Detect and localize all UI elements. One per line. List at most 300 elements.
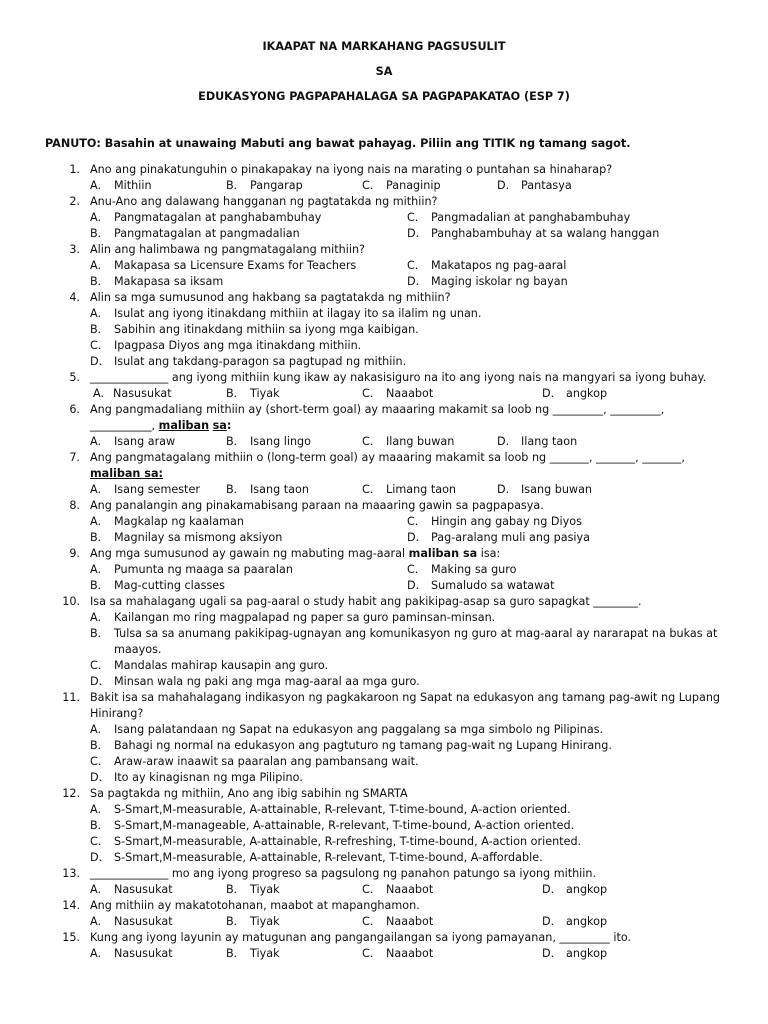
option — [226, 434, 311, 450]
options-row — [0, 178, 768, 194]
option — [90, 882, 173, 898]
option-text: Tiyak — [250, 883, 280, 896]
question-continuation — [0, 706, 768, 722]
option-letter: D. — [407, 579, 420, 592]
options-row — [0, 562, 768, 578]
except-colon: : — [226, 419, 232, 432]
options-row — [0, 210, 768, 226]
option-text: Minsan wala ng paki ang mga mag-aaral aa mga guro. — [114, 675, 420, 688]
question-list — [0, 162, 768, 962]
question-continuation-text — [90, 418, 231, 434]
option — [407, 562, 516, 578]
question-item — [0, 546, 768, 594]
question-continuation-text — [90, 466, 163, 482]
options-row — [0, 274, 768, 290]
option-text: Kailangan mo ring magpalapad ng paper sa guro paminsan-minsan. — [114, 611, 496, 624]
option-text: Pangmatagalan at pangmadalian — [114, 227, 300, 240]
option-letter: B. — [90, 531, 102, 544]
option-letter: A. — [90, 435, 102, 448]
option-text: maayos. — [114, 643, 162, 656]
question-line — [0, 162, 768, 178]
option-text: Sumaludo sa watawat — [431, 579, 555, 592]
option-text: Maging iskolar ng bayan — [431, 275, 568, 288]
option — [90, 562, 293, 578]
exam-title: IKAAPAT NA MARKAHANG PAGSUSULIT — [262, 40, 506, 53]
option-text: Isang taon — [250, 483, 309, 496]
except-label: maliban sa: — [90, 467, 163, 480]
options-row — [0, 226, 768, 242]
option-text: Isang lingo — [250, 435, 311, 448]
question-text — [90, 546, 500, 562]
option — [542, 882, 607, 898]
question-text — [90, 866, 596, 882]
question-item — [0, 594, 768, 690]
option — [407, 514, 582, 530]
options-row — [0, 642, 768, 658]
option-text: Nasusukat — [114, 947, 173, 960]
option — [362, 946, 433, 962]
question-text — [90, 594, 642, 610]
option-letter: B. — [90, 627, 102, 640]
question-line — [0, 450, 768, 466]
except-label-tail: sa — [212, 419, 227, 432]
option-letter: D. — [497, 483, 510, 496]
question-number: 7. — [69, 451, 80, 464]
question-line — [0, 370, 768, 386]
question-continuation — [0, 418, 768, 434]
option-text: Magkalap ng kaalaman — [114, 515, 244, 528]
option-text: S-Smart,M-measurable, A-attainable, R-relevant, T-time-bound, A-affordable. — [114, 851, 543, 864]
options-row — [0, 914, 768, 930]
answer-blank: ______________ — [90, 371, 169, 384]
question-stem: Kung ang iyong layunin ay matugunan ang pangangailangan sa iyong pamayanan, _________ ito. — [90, 931, 632, 944]
question-number: 12. — [62, 787, 80, 800]
option-letter: C. — [362, 179, 374, 192]
option — [226, 386, 280, 402]
option-letter: A. — [90, 259, 102, 272]
option-letter: A. — [90, 515, 102, 528]
option — [90, 610, 495, 626]
option — [362, 178, 441, 194]
option — [407, 226, 659, 242]
except-label: maliban — [158, 419, 210, 432]
option-text: Araw-araw inaawit sa paaralan ang pambansang wait. — [114, 755, 419, 768]
option — [226, 178, 303, 194]
option-text: angkop — [566, 947, 608, 960]
question-continuation — [0, 466, 768, 482]
options-row — [0, 850, 768, 866]
option — [90, 210, 321, 226]
option-text: Isang buwan — [521, 483, 593, 496]
options-row — [0, 722, 768, 738]
option-letter: B. — [226, 915, 238, 928]
option-letter: C. — [407, 259, 419, 272]
options-row — [0, 818, 768, 834]
question-stem: Ang panalangin ang pinakamabisang paraan na maaaring gawin sa pagpapasya. — [90, 499, 544, 512]
option — [407, 578, 555, 594]
question-item — [0, 402, 768, 450]
option-letter: B. — [226, 483, 238, 496]
question-item — [0, 450, 768, 498]
answer-blank: ___________ — [90, 419, 152, 432]
options-row — [0, 530, 768, 546]
option — [226, 914, 280, 930]
option-letter: B. — [90, 739, 102, 752]
option-letter: C. — [362, 387, 374, 400]
question-stem: ang iyong mithiin kung ikaw ay nakasisiguro na ito ang iyong nais na mangyari sa iyong buhay. — [168, 371, 707, 384]
option-text: Pantasya — [521, 179, 572, 192]
option-text: Tiyak — [250, 947, 280, 960]
question-stem: Ano ang pinakatunguhin o pinakapakay na iyong nais na marating o puntahan sa hinaharap? — [90, 163, 613, 176]
option-text: Mithiin — [114, 179, 152, 192]
option — [407, 258, 566, 274]
question-item — [0, 866, 768, 898]
options-row — [0, 610, 768, 626]
option — [90, 258, 356, 274]
options-row — [0, 322, 768, 338]
option-text: Making sa guro — [431, 563, 517, 576]
question-item — [0, 690, 768, 786]
question-number: 4. — [69, 291, 80, 304]
option-text: Nasusukat — [113, 387, 172, 400]
option — [90, 354, 406, 370]
option — [90, 626, 717, 642]
options-row — [0, 658, 768, 674]
options-row — [0, 482, 768, 498]
option-text: Pumunta ng maaga sa paaralan — [114, 563, 293, 576]
option-text: Hingin ang gabay ng Diyos — [431, 515, 582, 528]
option — [90, 738, 612, 754]
option-letter: A. — [90, 211, 102, 224]
question-item — [0, 898, 768, 930]
options-row — [0, 306, 768, 322]
option-letter: A. — [90, 723, 102, 736]
option-letter: B. — [226, 435, 238, 448]
question-text — [90, 498, 544, 514]
option-letter: B. — [226, 387, 238, 400]
question-item — [0, 498, 768, 546]
question-text — [90, 290, 451, 306]
option-text: Tiyak — [250, 387, 280, 400]
option — [90, 754, 419, 770]
option — [90, 770, 303, 786]
question-continuation-text — [90, 706, 143, 722]
option-text: Bahagi ng normal na edukasyon ang pagtuturo ng tamang pag-wait ng Lupang Hinirang. — [114, 739, 612, 752]
option — [90, 578, 225, 594]
question-number: 8. — [69, 499, 80, 512]
option — [90, 482, 200, 498]
question-line — [0, 594, 768, 610]
question-text — [90, 242, 365, 258]
option — [226, 946, 280, 962]
question-emphasis: maliban sa — [408, 547, 478, 560]
option-text: angkop — [566, 883, 608, 896]
option-letter: B. — [226, 883, 238, 896]
question-line — [0, 690, 768, 706]
question-number: 1. — [69, 163, 80, 176]
exam-title-connector: SA — [375, 65, 393, 78]
question-text — [90, 402, 664, 418]
option — [362, 434, 454, 450]
question-line — [0, 242, 768, 258]
option-text: Sabihin ang itinakdang mithiin sa iyong mga kaibigan. — [114, 323, 419, 336]
option-text: Pangarap — [250, 179, 303, 192]
option-text: S-Smart,M-measurable, A-attainable, R-refreshing, T-time-bound, A-action oriented. — [114, 835, 582, 848]
question-line — [0, 402, 768, 418]
option-letter: B. — [90, 227, 102, 240]
option — [497, 178, 572, 194]
option — [93, 386, 172, 402]
option-text: Naaabot — [386, 947, 434, 960]
option-letter: A. — [90, 947, 102, 960]
option — [362, 482, 456, 498]
option-letter: C. — [362, 435, 374, 448]
continuation-text: Hinirang? — [90, 707, 144, 720]
option-letter: D. — [407, 531, 420, 544]
option — [90, 914, 173, 930]
question-number: 5. — [69, 371, 80, 384]
option — [90, 274, 223, 290]
question-stem: Ang mga sumusunod ay gawain ng mabuting mag-aaral — [90, 547, 409, 560]
option-letter: D. — [407, 275, 420, 288]
option — [90, 946, 173, 962]
option-text: S-Smart,M-measurable, A-attainable, R-relevant, T-time-bound, A-action oriented. — [114, 803, 571, 816]
option-text: Tiyak — [250, 915, 280, 928]
option — [407, 530, 590, 546]
question-stem: Ang mithiin ay makatotohanan, maabot at mapanghamon. — [90, 899, 420, 912]
option-text: Limang taon — [386, 483, 457, 496]
option-text: Magnilay sa mismong aksiyon — [114, 531, 283, 544]
option-letter: A. — [90, 483, 102, 496]
option — [90, 642, 161, 658]
question-text — [90, 786, 408, 802]
option — [226, 482, 309, 498]
option — [362, 882, 433, 898]
option-letter: C. — [362, 915, 374, 928]
question-stem: Ang pangmadaliang mithiin ay (short-term goal) ay maaaring makamit sa loob ng _________, _________, — [90, 403, 665, 416]
option-letter: C. — [90, 659, 102, 672]
option-text: Naaabot — [386, 883, 434, 896]
option-letter: B. — [226, 179, 238, 192]
question-stem: Isa sa mahalagang ugali sa pag-aaral o study habit ang pakikipag-asap sa guro sapagkat ________. — [90, 595, 642, 608]
question-text — [90, 690, 720, 706]
question-number: 15. — [62, 931, 80, 944]
option-text: Mandalas mahirap kausapin ang guro. — [114, 659, 329, 672]
option — [90, 178, 152, 194]
option-letter: D. — [542, 883, 555, 896]
option-text: Nasusukat — [114, 915, 173, 928]
question-number: 14. — [62, 899, 80, 912]
option-letter: C. — [362, 483, 374, 496]
question-number: 3. — [69, 243, 80, 256]
option-letter: D. — [90, 355, 103, 368]
question-line — [0, 290, 768, 306]
option — [90, 530, 282, 546]
options-row — [0, 434, 768, 450]
options-row — [0, 802, 768, 818]
options-row — [0, 946, 768, 962]
options-row — [0, 834, 768, 850]
option — [362, 386, 433, 402]
options-row — [0, 674, 768, 690]
question-text — [90, 450, 685, 466]
option — [362, 914, 433, 930]
option-text: Pag-aralang muli ang pasiya — [431, 531, 590, 544]
option-text: Makapasa sa iksam — [114, 275, 224, 288]
question-stem: Sa pagtakda ng mithiin, Ano ang ibig sabihin ng SMARTA — [90, 787, 408, 800]
option-text: Panaginip — [386, 179, 441, 192]
option-letter: B. — [226, 947, 238, 960]
option-text: Tulsa sa sa anumang pakikipag-ugnayan ang komunikasyon ng guro at mag-aaral ay nararapat na bukas at — [114, 627, 718, 640]
options-row — [0, 770, 768, 786]
option-text: Isang semester — [114, 483, 200, 496]
option-letter: C. — [362, 947, 374, 960]
option-letter: C. — [407, 563, 419, 576]
option — [407, 274, 568, 290]
option-letter: A. — [90, 563, 102, 576]
question-line — [0, 898, 768, 914]
option-letter: D. — [542, 915, 555, 928]
options-row — [0, 754, 768, 770]
option — [90, 322, 419, 338]
option — [542, 946, 607, 962]
question-item — [0, 290, 768, 370]
option-letter: B. — [90, 579, 102, 592]
option-text: Pangmadalian at panghabambuhay — [431, 211, 631, 224]
options-row — [0, 258, 768, 274]
question-item — [0, 370, 768, 402]
question-stem: Alin ang halimbawa ng pangmatagalang mithiin? — [90, 243, 365, 256]
option-letter: A. — [93, 387, 105, 400]
option-letter: B. — [90, 819, 102, 832]
option-text: Isulat ang iyong itinakdang mithiin at ilagay ito sa ilalim ng unan. — [114, 307, 482, 320]
question-text — [90, 194, 438, 210]
option-text: Naaabot — [386, 915, 434, 928]
question-line — [0, 786, 768, 802]
question-stem: mo ang iyong progreso sa pagsulong ng panahon patungo sa iyong mithiin. — [168, 867, 597, 880]
question-line — [0, 546, 768, 562]
question-text — [90, 930, 631, 946]
option-letter: C. — [90, 755, 102, 768]
question-number: 13. — [62, 867, 80, 880]
option — [90, 818, 574, 834]
option-letter: D. — [90, 771, 103, 784]
options-row — [0, 386, 768, 402]
option — [497, 482, 592, 498]
option-letter: D. — [497, 179, 510, 192]
option-text: Nasusukat — [114, 883, 173, 896]
option-letter: A. — [90, 883, 102, 896]
options-row — [0, 514, 768, 530]
exam-subject: EDUKASYONG PAGPAPAHALAGA SA PAGPAPAKATAO (ESP 7) — [198, 90, 570, 103]
instructions: PANUTO: Basahin at unawaing Mabuti ang bawat pahayag. Piliin ang TITIK ng tamang sagot. — [45, 137, 631, 150]
option-text: Makatapos ng pag-aaral — [431, 259, 567, 272]
option — [542, 386, 607, 402]
option-text: angkop — [566, 915, 608, 928]
option-text: Ito ay kinagisnan ng mga Pilipino. — [114, 771, 303, 784]
question-stem: Bakit isa sa mahahalagang indikasyon ng pagkakaroon ng Sapat na edukasyon ang tamang pag-awit ng Lupang — [90, 691, 721, 704]
option-text: Makapasa sa Licensure Exams for Teachers — [114, 259, 357, 272]
option-letter: A. — [90, 611, 102, 624]
option-letter: C. — [407, 515, 419, 528]
option-text: Ipagpasa Diyos ang mga itinakdang mithiin. — [114, 339, 362, 352]
option-text: Panghabambuhay at sa walang hanggan — [431, 227, 660, 240]
option-text: Mag-cutting classes — [114, 579, 226, 592]
question-number: 6. — [69, 403, 80, 416]
option-letter: D. — [542, 947, 555, 960]
option-letter: A. — [90, 307, 102, 320]
option-letter: D. — [407, 227, 420, 240]
separator: , — [151, 419, 159, 432]
question-item — [0, 194, 768, 242]
question-line — [0, 194, 768, 210]
question-item — [0, 786, 768, 866]
options-row — [0, 882, 768, 898]
question-stem-end: isa: — [477, 547, 501, 560]
options-row — [0, 738, 768, 754]
option-letter: B. — [90, 275, 102, 288]
option-letter: A. — [90, 803, 102, 816]
option-text: Isulat ang takdang-paragon sa pagtupad ng mithiin. — [114, 355, 407, 368]
question-text — [90, 370, 706, 386]
question-stem: Ang pangmatagalang mithiin o (long-term goal) ay maaaring makamit sa loob ng _______, _______, _______, — [90, 451, 685, 464]
question-line — [0, 498, 768, 514]
question-text — [90, 162, 612, 178]
question-item — [0, 162, 768, 194]
question-number: 10. — [62, 595, 80, 608]
option — [497, 434, 577, 450]
option — [90, 658, 328, 674]
option-text: Isang araw — [114, 435, 176, 448]
answer-blank: ______________ — [90, 867, 169, 880]
option-letter: D. — [542, 387, 555, 400]
option — [90, 434, 175, 450]
option — [407, 210, 630, 226]
option-letter: D. — [90, 851, 103, 864]
option — [90, 802, 571, 818]
option-text: Ilang buwan — [386, 435, 455, 448]
options-row — [0, 578, 768, 594]
question-item — [0, 242, 768, 290]
option — [90, 834, 581, 850]
options-row — [0, 338, 768, 354]
option-text: Naaabot — [386, 387, 434, 400]
question-stem: Anu-Ano ang dalawang hangganan ng pagtatakda ng mithiin? — [90, 195, 438, 208]
option — [226, 882, 280, 898]
option — [90, 514, 244, 530]
option — [542, 914, 607, 930]
option-letter: A. — [90, 179, 102, 192]
option-text: Pangmatagalan at panghabambuhay — [114, 211, 322, 224]
options-row — [0, 354, 768, 370]
option — [90, 338, 361, 354]
question-line — [0, 866, 768, 882]
question-item — [0, 930, 768, 962]
option — [90, 722, 603, 738]
question-number: 9. — [69, 547, 80, 560]
option-letter: D. — [497, 435, 510, 448]
question-line — [0, 930, 768, 946]
option — [90, 226, 300, 242]
option-letter: D. — [90, 675, 103, 688]
option — [90, 674, 420, 690]
option-letter: C. — [407, 211, 419, 224]
options-row — [0, 626, 768, 642]
option-text: S-Smart,M-manageable, A-attainable, R-relevant, T-time-bound, A-action oriented. — [114, 819, 575, 832]
option-letter: B. — [90, 323, 102, 336]
option — [90, 850, 543, 866]
option — [90, 306, 481, 322]
